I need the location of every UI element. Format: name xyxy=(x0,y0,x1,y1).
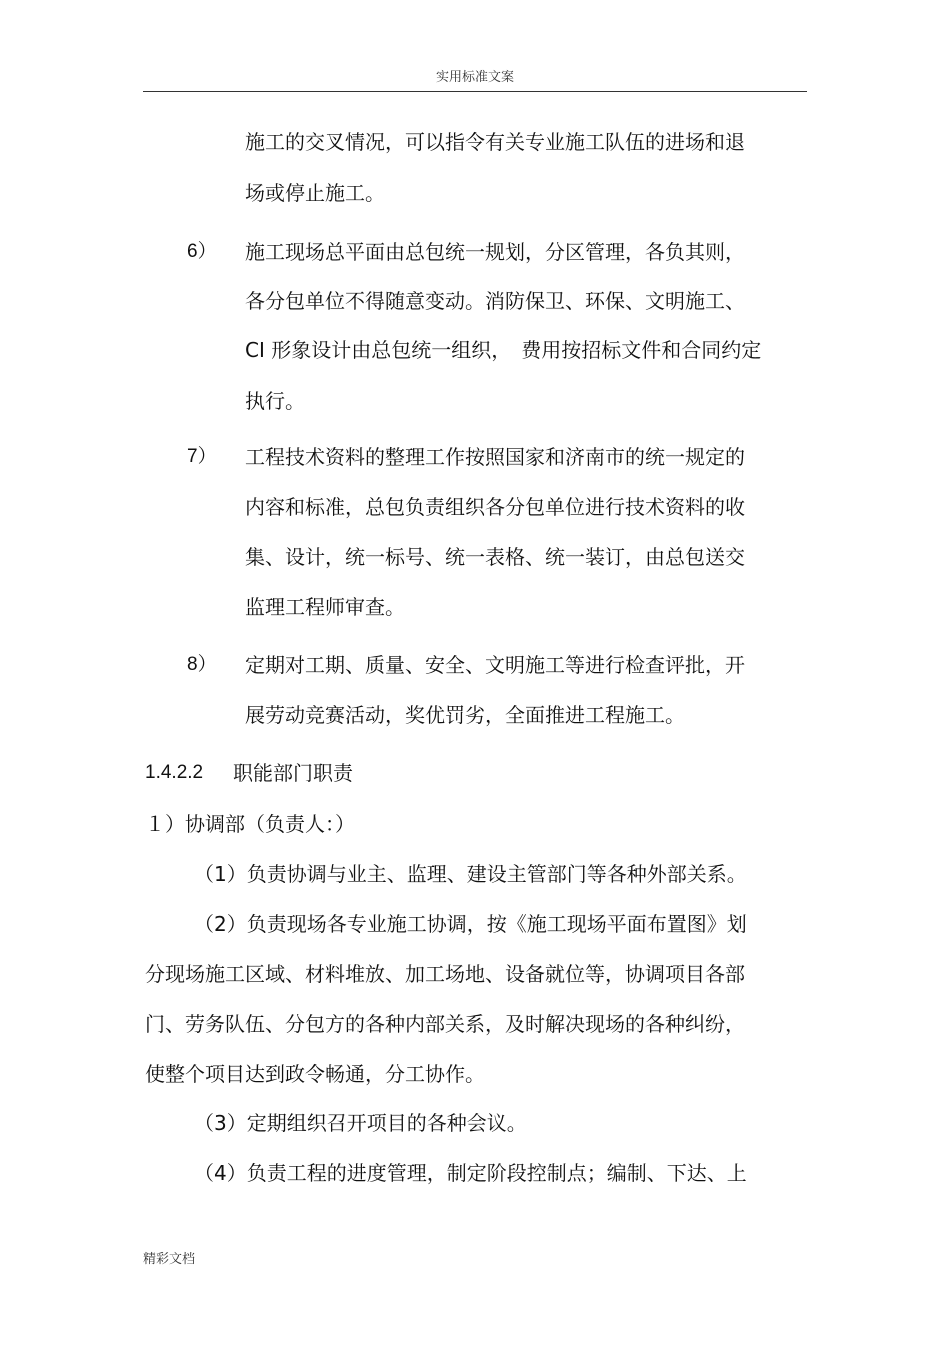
header-divider xyxy=(143,91,807,92)
duty-line: （4）负责工程的进度管理，制定阶段控制点；编制、下达、上 xyxy=(194,1161,747,1185)
duty-line: 分现场施工区域、材料堆放、加工场地、设备就位等，协调项目各部 xyxy=(145,962,745,986)
page-footer: 精彩文档 xyxy=(143,1252,196,1267)
list-item-line: 执行。 xyxy=(245,389,305,413)
section-number: 1.4.2.2 xyxy=(145,762,204,783)
list-item-line: 各分包单位不得随意变动。消防保卫、环保、文明施工、 xyxy=(245,289,745,313)
section-title: 职能部门职责 xyxy=(233,761,353,785)
paragraph-line: 场或停止施工。 xyxy=(245,181,385,205)
page-header: 实用标准文案 xyxy=(435,70,514,85)
list-item-line: 工程技术资料的整理工作按照国家和济南市的统一规定的 xyxy=(245,445,745,469)
duty-line: 使整个项目达到政令畅通，分工协作。 xyxy=(145,1062,485,1086)
list-item-number: 6） xyxy=(187,241,217,262)
list-item-line: 展劳动竞赛活动，奖优罚劣，全面推进工程施工。 xyxy=(245,703,685,727)
duty-line: （3）定期组织召开项目的各种会议。 xyxy=(194,1111,527,1135)
list-item-line: 内容和标准，总包负责组织各分包单位进行技术资料的收 xyxy=(245,495,745,519)
duty-line: 门、劳务队伍、分包方的各种内部关系，及时解决现场的各种纠纷， xyxy=(145,1012,745,1036)
list-item-line: CI 形象设计由总包统一组织， 费用按招标文件和合同约定 xyxy=(245,338,762,362)
paragraph-line: 施工的交叉情况，可以指令有关专业施工队伍的进场和退 xyxy=(245,130,745,154)
list-item-line: 施工现场总平面由总包统一规划，分区管理，各负其则， xyxy=(245,240,745,264)
duty-line: （2）负责现场各专业施工协调，按《施工现场平面布置图》划 xyxy=(194,912,747,936)
list-item-line: 监理工程师审查。 xyxy=(245,595,405,619)
list-item-number: 7） xyxy=(187,446,217,467)
list-item-line: 定期对工期、质量、安全、文明施工等进行检查评批，开 xyxy=(245,653,745,677)
subsection-title: １）协调部（负责人：） xyxy=(145,812,355,836)
list-item-number: 8） xyxy=(187,654,217,675)
duty-line: （1）负责协调与业主、监理、建设主管部门等各种外部关系。 xyxy=(194,862,747,886)
list-item-line: 集、设计，统一标号、统一表格、统一装订，由总包送交 xyxy=(245,545,745,569)
